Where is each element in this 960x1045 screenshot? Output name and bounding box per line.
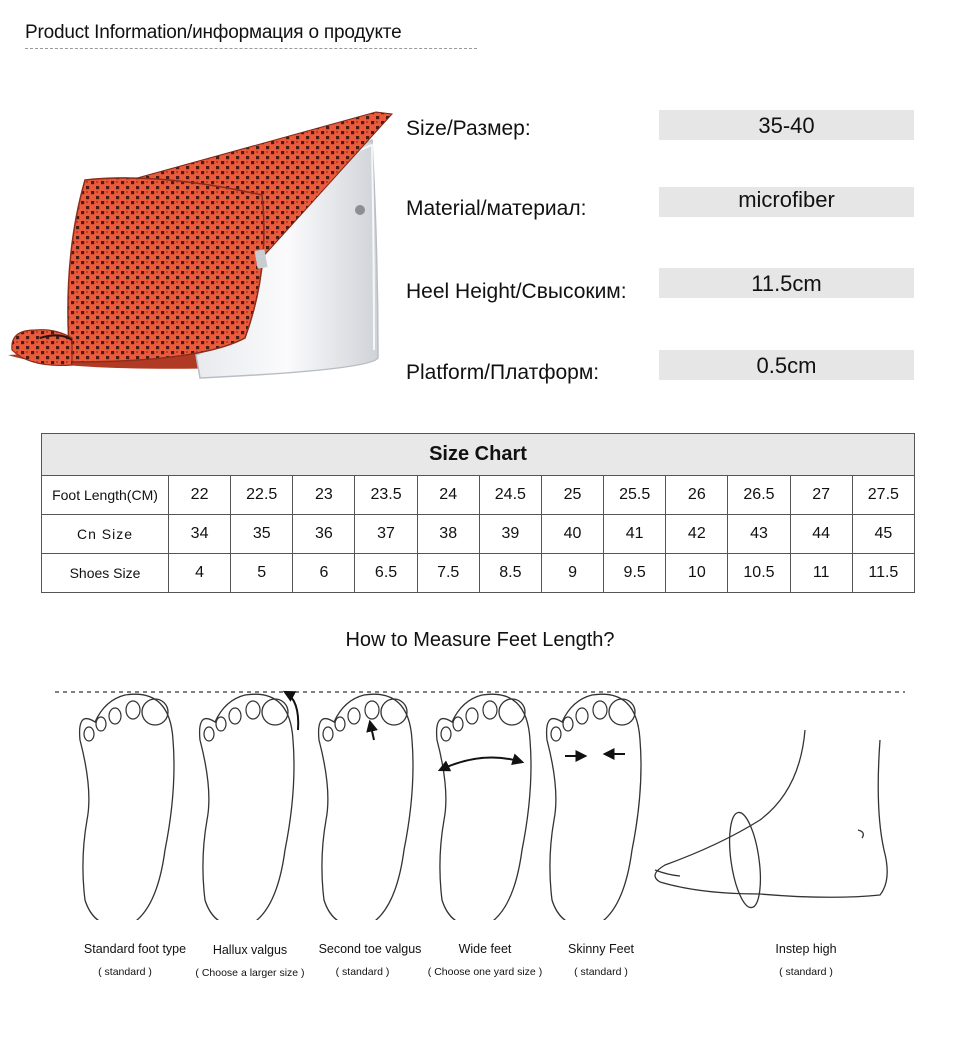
snakeskin-wedge-sandal-image: [0, 100, 405, 400]
foot-sub-second-toe-valgus: ( standard ): [335, 966, 390, 978]
table-cell: 4: [169, 554, 231, 593]
foot-label-wide-feet: Wide feet: [458, 942, 512, 956]
table-row: [42, 515, 915, 554]
spec-label-material: Material/материал:: [406, 197, 587, 220]
table-cell: 45: [852, 515, 914, 554]
spec-label-platform: Platform/Платформ:: [406, 361, 600, 384]
foot-outline-icon: [437, 694, 531, 920]
row-label-shoes-size: Shoes Size: [42, 554, 169, 593]
spec-label-size: Size/Размер:: [406, 117, 531, 140]
side-foot-icon: [655, 730, 887, 909]
foot-sub-hallux-valgus: ( Choose a larger size ): [195, 967, 305, 979]
foot-label-instep-high: Instep high: [775, 942, 837, 956]
table-cell: 11: [790, 554, 852, 593]
table-cell: 6: [293, 554, 355, 593]
table-cell: 26: [666, 476, 728, 515]
table-cell: 42: [666, 515, 728, 554]
foot-outline-icon: [547, 694, 641, 920]
foot-outline-icon: [200, 694, 294, 920]
table-cell: 5: [231, 554, 293, 593]
table-row: [42, 476, 915, 515]
table-cell: 43: [728, 515, 790, 554]
table-cell: 27: [790, 476, 852, 515]
table-cell: 9: [541, 554, 603, 593]
table-cell: 44: [790, 515, 852, 554]
size-chart-table: [41, 433, 915, 593]
table-cell: 23: [293, 476, 355, 515]
table-cell: 24: [417, 476, 479, 515]
table-cell: 34: [169, 515, 231, 554]
table-cell: 25: [541, 476, 603, 515]
table-cell: 11.5: [852, 554, 914, 593]
row-label-foot-length: Foot Length(CM): [42, 476, 169, 515]
measure-title: How to Measure Feet Length?: [345, 629, 615, 651]
table-cell: 39: [479, 515, 541, 554]
foot-sub-wide-feet: ( Choose one yard size ): [427, 966, 543, 978]
table-cell: 10.5: [728, 554, 790, 593]
table-cell: 36: [293, 515, 355, 554]
foot-sub-instep-high: ( standard ): [779, 966, 833, 978]
spec-value-size: 35-40: [758, 113, 815, 138]
table-cell: 10: [666, 554, 728, 593]
table-cell: 38: [417, 515, 479, 554]
foot-outline-icon: [319, 694, 413, 920]
foot-label-skinny-feet: Skinny Feet: [567, 942, 634, 956]
foot-label-hallux-valgus: Hallux valgus: [212, 943, 288, 957]
row-label-cn-size: Cn Size: [42, 515, 169, 554]
arrow-icon: [370, 722, 374, 740]
foot-sub-standard: ( standard ): [98, 966, 152, 978]
table-cell: 40: [541, 515, 603, 554]
table-cell: 23.5: [355, 476, 417, 515]
table-cell: 27.5: [852, 476, 914, 515]
foot-illustrations: [0, 670, 960, 920]
table-cell: 7.5: [417, 554, 479, 593]
foot-label-standard: Standard foot type: [83, 942, 187, 956]
table-cell: 6.5: [355, 554, 417, 593]
spec-value-platform: 0.5cm: [756, 353, 817, 378]
table-cell: 24.5: [479, 476, 541, 515]
arrow-icon: [440, 758, 522, 771]
table-cell: 41: [604, 515, 666, 554]
table-cell: 25.5: [604, 476, 666, 515]
page-title: Product Information/информация о продукте: [25, 22, 402, 43]
size-chart-title: Size Chart: [42, 434, 915, 476]
foot-sub-skinny-feet: ( standard ): [574, 966, 628, 978]
table-cell: 22: [169, 476, 231, 515]
table-cell: 35: [231, 515, 293, 554]
table-cell: 8.5: [479, 554, 541, 593]
table-cell: 37: [355, 515, 417, 554]
table-cell: 22.5: [231, 476, 293, 515]
spec-label-heel-height: Heel Height/Свысоким:: [406, 280, 627, 303]
foot-outline-icon: [80, 694, 174, 920]
title-divider: [25, 48, 477, 49]
foot-label-second-toe-valgus: Second toe valgus: [318, 942, 422, 956]
spec-value-heel-height: 11.5cm: [751, 271, 822, 296]
arrow-icon: [285, 692, 298, 730]
table-row: [42, 554, 915, 593]
table-cell: 26.5: [728, 476, 790, 515]
spec-value-material: microfiber: [738, 187, 835, 212]
table-cell: 9.5: [604, 554, 666, 593]
